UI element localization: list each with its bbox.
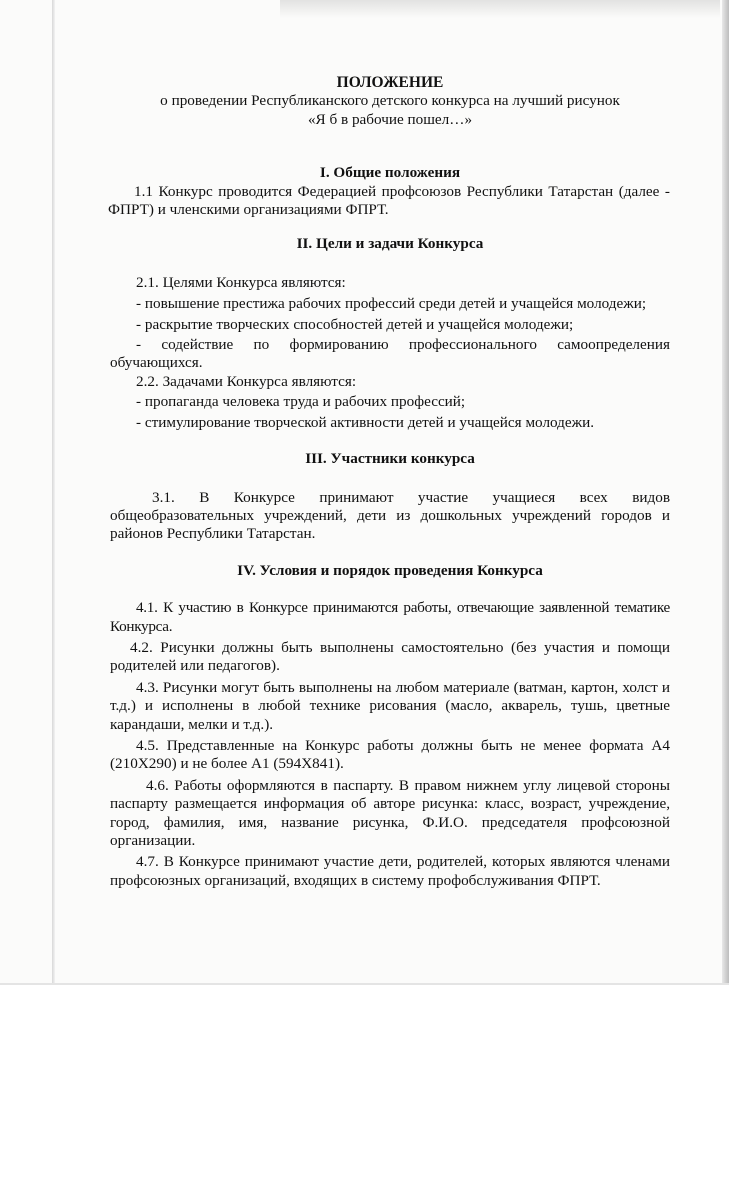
scan-shadow-left: [52, 0, 55, 985]
section-2-paragraph-2: - повышение престижа рабочих профессий среди детей и учащейся молодежи;: [136, 295, 647, 313]
document-title: ПОЛОЖЕНИЕ: [336, 74, 444, 91]
document-body: [110, 70, 670, 890]
section-heading-3: III. Участники конкурса: [305, 450, 475, 468]
section-heading-1: I. Общие положения: [319, 164, 461, 182]
section-4-paragraph-2: 4.2. Рисунки должны быть выполнены самостоятельно (без участия и помощи родителей или педагогов).: [110, 638, 670, 675]
section-4-paragraph-5: 4.6. Работы оформляются в паспарту. В правом нижнем углу лицевой стороны паспарту размещается информация об авторе рисунка: класс, возраст, учреждение, город, фамилия, имя, название рисунка, Ф.И.О. председателя профсоюзной организации.: [110, 776, 670, 849]
section-2-paragraph-6: - пропаганда человека труда и рабочих профессий;: [136, 393, 466, 411]
section-4-paragraph-6: 4.7. В Конкурсе принимают участие дети, родителей, которых являются членами профсоюзных организаций, входящих в систему профобслуживания ФПРТ.: [110, 853, 670, 889]
section-2-paragraph-7: - стимулирование творческой активности детей и учащейся молодежи.: [136, 413, 595, 431]
section-1-paragraph-1: 1.1 Конкурс проводится Федерацией профсоюзов Республики Татарстан (далее - ФПРТ) и членскими организациями ФПРТ.: [108, 182, 670, 219]
section-heading-2: II. Цели и задачи Конкурса: [296, 235, 484, 253]
section-4-paragraph-3: 4.3. Рисунки могут быть выполнены на любом материале (ватман, картон, холст и т.д.) и исполнены в любой технике рисования (масло, акварель, тушь, цветные карандаши, мелки и т.д.).: [110, 678, 670, 733]
scan-smudge-top: [280, 0, 720, 18]
section-2-paragraph-4: - содействие по формированию профессионального самоопределения обучающихся.: [110, 336, 670, 372]
section-2-paragraph-3: - раскрытие творческих способностей детей и учащейся молодежи;: [136, 315, 574, 333]
scan-bottom-edge: [0, 983, 729, 985]
scan-shadow-right: [722, 0, 729, 985]
section-4-paragraph-1: 4.1. К участию в Конкурсе принимаются работы, отвечающие заявленной тематике Конкурса.: [110, 599, 670, 635]
document-subtitle-line-2: «Я б в рабочие пошел…»: [307, 110, 473, 128]
section-heading-4: IV. Условия и порядок проведения Конкурса: [237, 561, 543, 579]
section-2-paragraph-1: 2.1. Целями Конкурса являются:: [136, 273, 346, 291]
section-2-paragraph-5: 2.2. Задачами Конкурса являются:: [136, 372, 357, 390]
document-subtitle-line-1: о проведении Республиканского детского конкурса на лучший рисунок: [160, 92, 620, 110]
section-3-paragraph-1: 3.1. В Конкурсе принимают участие учащиеся всех видов общеобразовательных учреждений, дети из дошкольных учреждений городов и районов Республики Татарстан.: [110, 488, 670, 543]
section-4-paragraph-4: 4.5. Представленные на Конкурс работы должны быть не менее формата А4 (210Х290) и не более А1 (594Х841).: [110, 736, 670, 773]
